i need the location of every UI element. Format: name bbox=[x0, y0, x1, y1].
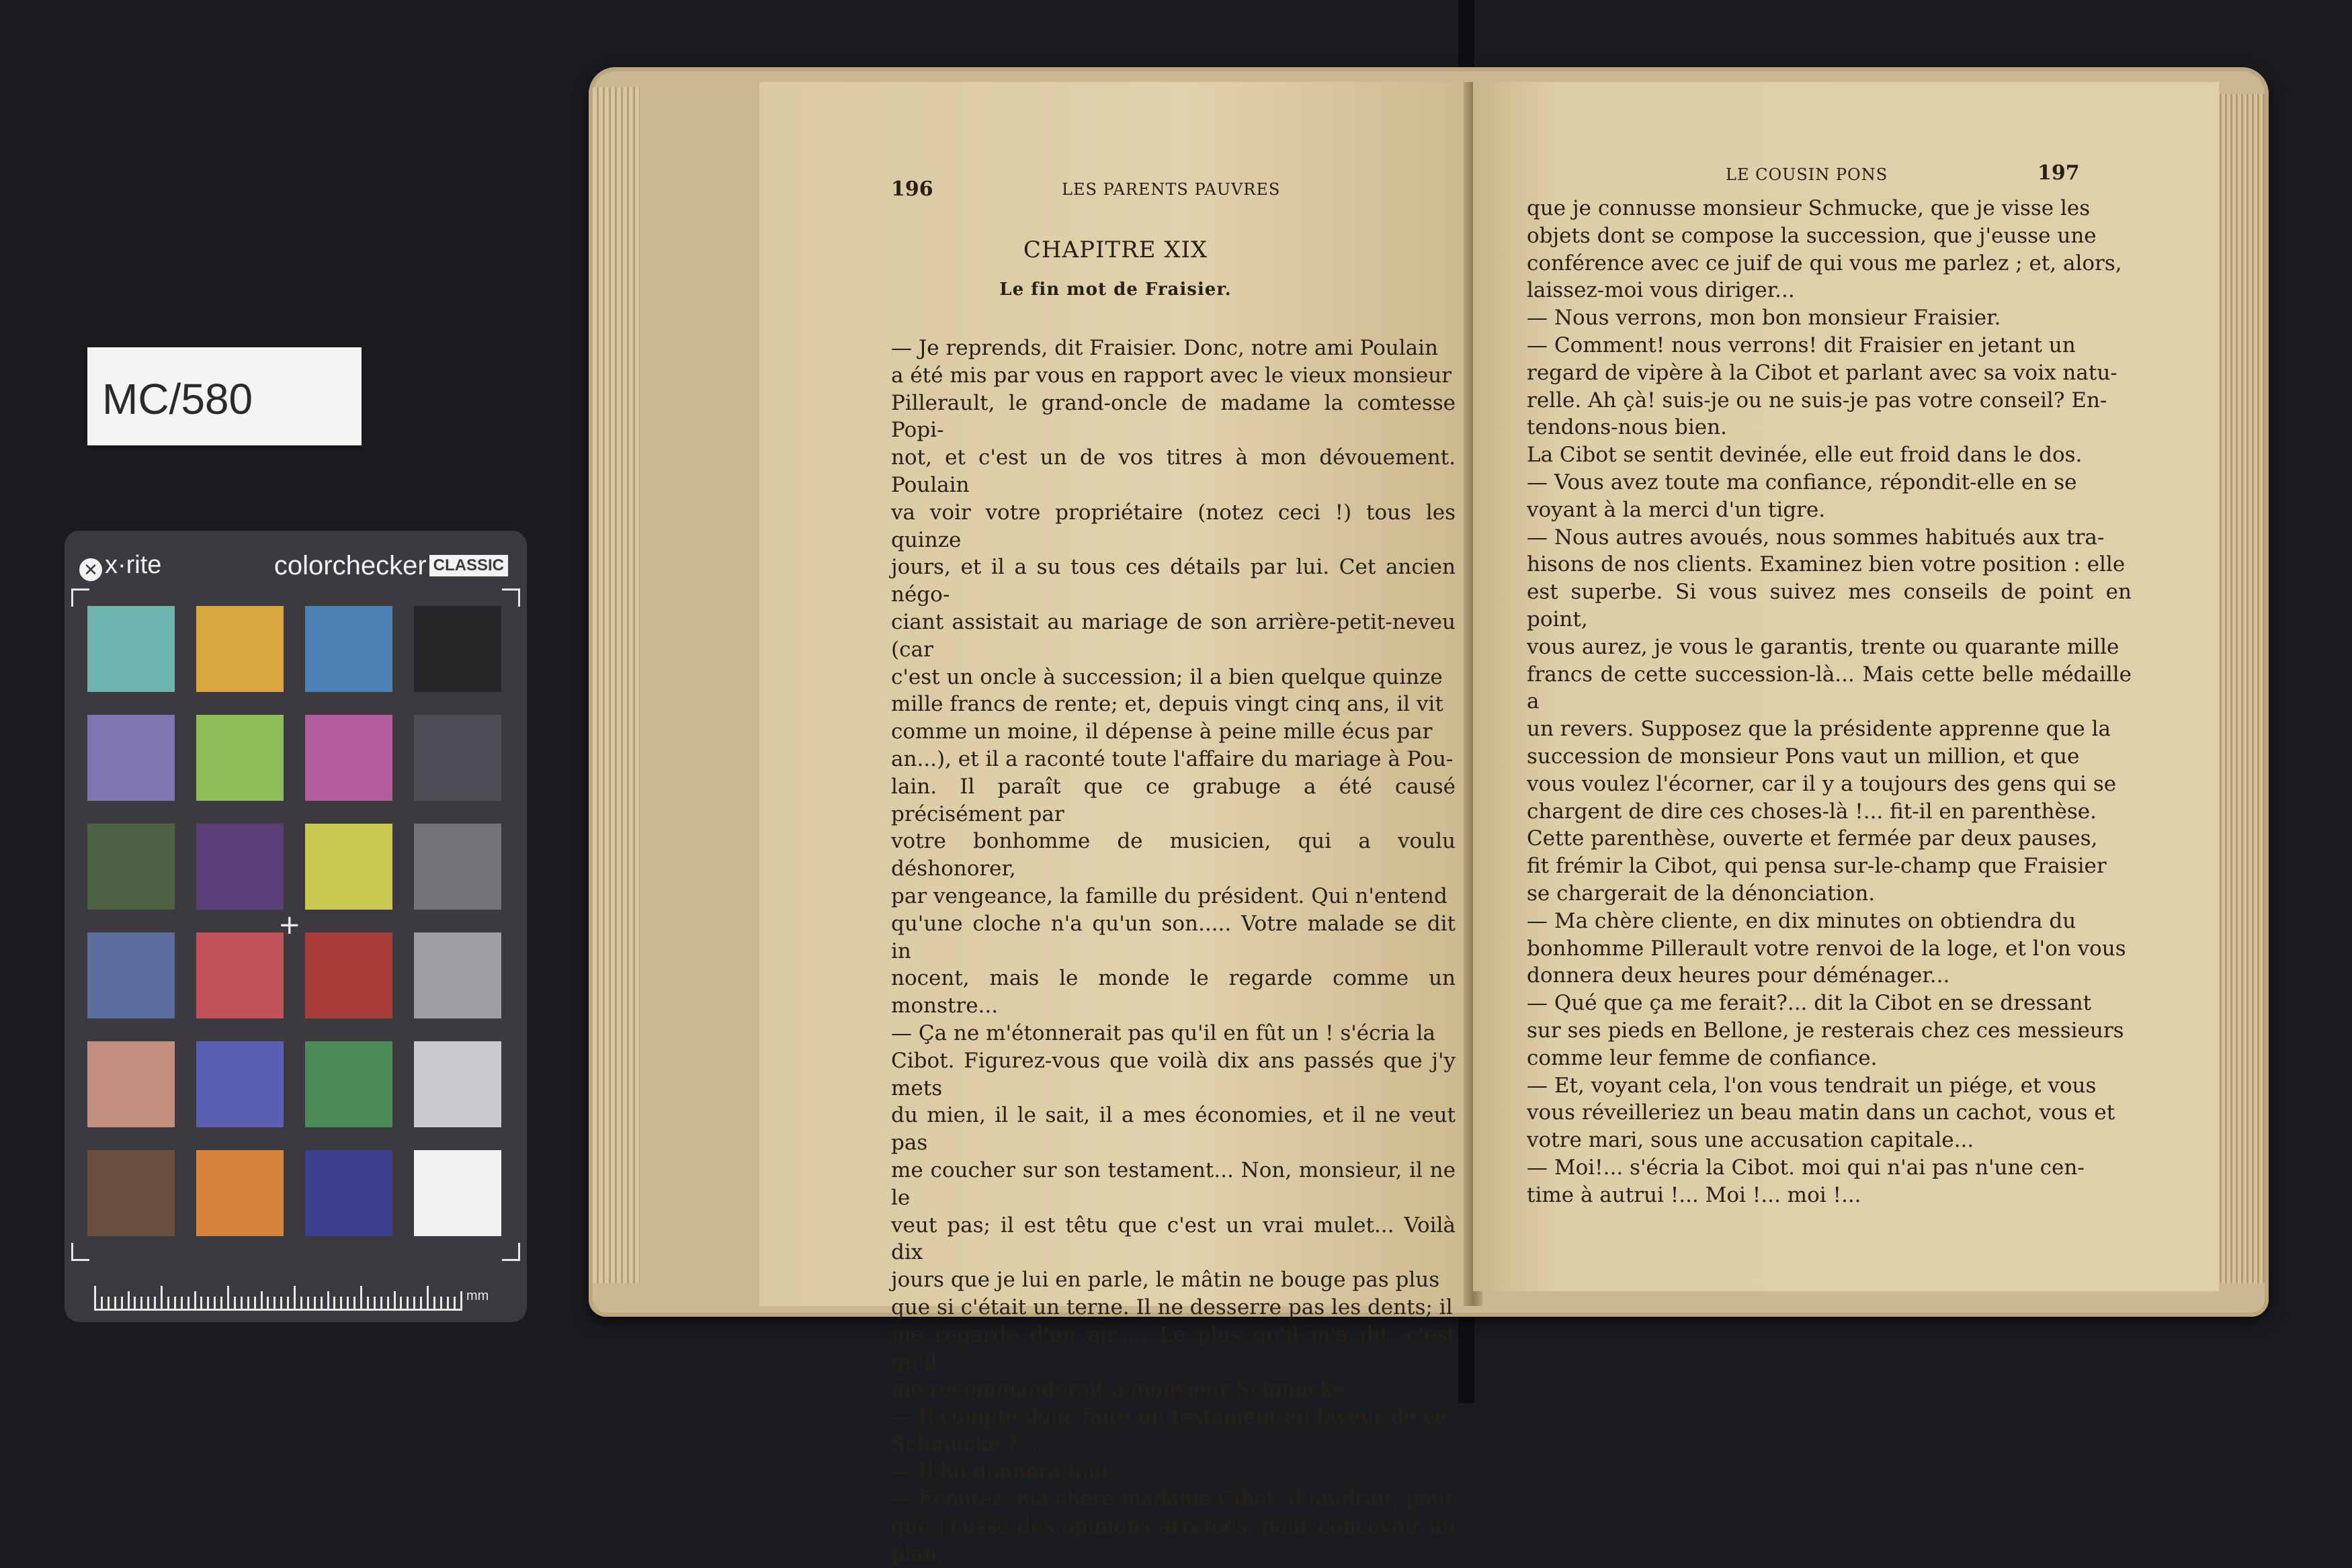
colorchecker-product-name bbox=[274, 551, 508, 581]
color-swatch bbox=[87, 715, 175, 801]
text-line: du mien, il le sait, il a mes économies, et il ne veut pas bbox=[891, 1103, 1456, 1156]
ruler-tick bbox=[134, 1297, 136, 1309]
ruler-tick bbox=[254, 1297, 256, 1309]
crop-mark-top-right bbox=[502, 589, 520, 607]
left-page bbox=[759, 82, 1472, 1567]
ruler-tick bbox=[241, 1297, 243, 1309]
color-swatch bbox=[414, 824, 501, 910]
text-line: vous aurez, je vous le garantis, trente ou quarante mille bbox=[1527, 634, 2119, 659]
running-head: LES PARENTS PAUVRES bbox=[1062, 180, 1281, 199]
ruler-tick bbox=[327, 1291, 329, 1309]
ruler-tick bbox=[447, 1297, 449, 1309]
ruler-tick bbox=[353, 1297, 355, 1309]
text-line: comme leur femme de confiance. bbox=[1527, 1045, 1878, 1070]
text-line: chargent de dire ces choses-là !... fit-il en parenthèse. bbox=[1527, 799, 2097, 824]
ruler-tick bbox=[194, 1291, 196, 1309]
text-line: succession de monsieur Pons vaut un million, et que bbox=[1527, 744, 2080, 769]
color-swatch bbox=[87, 824, 175, 910]
page-number: 196 bbox=[891, 177, 933, 201]
running-head: LE COUSIN PONS bbox=[1726, 165, 1888, 184]
text-line: hisons de nos clients. Examinez bien votre position : elle bbox=[1527, 552, 2126, 577]
color-swatch bbox=[305, 824, 392, 910]
chapter-title: CHAPITRE XIX bbox=[1023, 236, 1208, 263]
ruler-tick bbox=[294, 1286, 296, 1309]
text-line: Cette parenthèse, ouverte et fermée par deux pauses, bbox=[1527, 826, 2098, 851]
text-line: not, et c'est un de vos titres à mon dévouement. Poulain bbox=[891, 445, 1456, 497]
crosshair-icon: + bbox=[278, 910, 301, 941]
text-line: — Il compte donc faire un testament en faveur de ce bbox=[891, 1405, 1447, 1430]
text-line: c'est un oncle à succession; il a bien quelque quinze bbox=[891, 664, 1443, 689]
crop-mark-top-left bbox=[71, 589, 89, 607]
text-line: nocent, mais le monde le regarde comme un monstre... bbox=[891, 966, 1456, 1018]
mm-ruler bbox=[94, 1284, 462, 1311]
text-line: que j'eusse des opinions arrêtées, pour concevoir un plan, bbox=[891, 1514, 1456, 1567]
text-line: jours, et il a su tous ces détails par lui. Cet ancien négo- bbox=[891, 555, 1456, 607]
color-swatch bbox=[196, 715, 284, 801]
ruler-tick bbox=[333, 1297, 335, 1309]
crop-mark-bottom-left bbox=[71, 1243, 89, 1261]
product-tag: CLASSIC bbox=[429, 555, 508, 576]
ruler-tick bbox=[274, 1297, 276, 1309]
text-line: va voir votre propriétaire (notez ceci !) tous les quinze bbox=[891, 500, 1456, 552]
accession-label-text: MC/580 bbox=[102, 375, 253, 423]
ruler-tick bbox=[267, 1297, 269, 1309]
ruler-unit-label: mm bbox=[466, 1289, 489, 1303]
ruler-tick bbox=[220, 1297, 222, 1309]
text-line: par vengeance, la famille du président. Qui n'entend bbox=[891, 883, 1447, 908]
chapter-subtitle: Le fin mot de Fraisier. bbox=[999, 279, 1232, 300]
text-line: an...), et il a raconté toute l'affaire du mariage à Pou- bbox=[891, 746, 1454, 771]
page-number: 197 bbox=[2038, 161, 2080, 185]
page-body-text bbox=[891, 335, 1456, 1568]
xrite-logo bbox=[79, 551, 161, 581]
ruler-tick bbox=[147, 1297, 149, 1309]
text-line: — Il lui donnera tout... bbox=[891, 1459, 1130, 1484]
ruler-tick bbox=[300, 1297, 302, 1309]
text-line: Cibot. Figurez-vous que voilà dix ans passés que j'y mets bbox=[891, 1048, 1456, 1100]
text-line: jours que je lui en parle, le mâtin ne bouge pas plus bbox=[891, 1268, 1440, 1293]
text-line: Schmucke ?... bbox=[891, 1432, 1038, 1456]
text-line: vous voulez l'écorner, car il y a toujours des gens qui se bbox=[1527, 771, 2117, 796]
book-left-page-stack bbox=[593, 87, 640, 1283]
color-swatch bbox=[414, 932, 501, 1018]
text-line: — Nous autres avoués, nous sommes habitués aux tra- bbox=[1527, 525, 2105, 550]
ruler-tick bbox=[181, 1297, 183, 1309]
text-line: me regarde d'un air..... Le plus qu'il m'a dit, c'est qu'il bbox=[891, 1322, 1456, 1375]
color-swatch bbox=[196, 824, 284, 910]
text-line: veut pas; il est têtu que c'est un vrai mulet... Voilà dix bbox=[891, 1213, 1456, 1265]
accession-label bbox=[87, 347, 362, 445]
book-right-page-stack bbox=[2211, 94, 2265, 1283]
text-line: laissez-moi vous diriger... bbox=[1527, 278, 1795, 303]
right-page bbox=[1473, 82, 2219, 1291]
ruler-tick bbox=[413, 1297, 415, 1309]
text-line: francs de cette succession-là... Mais cette belle médaille a bbox=[1527, 662, 2132, 714]
text-line: me recommanderait à monsieur Schmucke. bbox=[891, 1377, 1352, 1402]
text-line: est superbe. Si vous suivez mes conseils de point en point, bbox=[1527, 580, 2132, 631]
text-line: time à autrui !... Moi !... moi !... bbox=[1527, 1182, 1861, 1207]
text-line: donnera deux heures pour déménager... bbox=[1527, 963, 1950, 988]
text-line: votre bonhomme de musicien, qui a voulu déshonorer, bbox=[891, 829, 1456, 881]
text-line: vous réveilleriez un beau matin dans un cachot, vous et bbox=[1527, 1100, 2115, 1125]
color-swatch bbox=[196, 606, 284, 692]
ruler-tick bbox=[108, 1297, 110, 1309]
color-swatch bbox=[305, 932, 392, 1018]
color-swatch bbox=[87, 606, 175, 692]
ruler-tick bbox=[380, 1297, 382, 1309]
text-line: voyant à la merci d'un tigre. bbox=[1527, 497, 1826, 522]
color-swatch bbox=[305, 606, 392, 692]
ruler-tick bbox=[167, 1297, 169, 1309]
text-line: La Cibot se sentit devinée, elle eut froid dans le dos. bbox=[1527, 443, 2083, 468]
ruler-tick bbox=[174, 1297, 176, 1309]
ruler-tick bbox=[214, 1297, 216, 1309]
ruler-tick bbox=[207, 1297, 209, 1309]
ruler-tick bbox=[460, 1291, 462, 1309]
ruler-tick bbox=[433, 1297, 435, 1309]
text-line: sur ses pieds en Bellone, je resterais chez ces messieurs bbox=[1527, 1018, 2124, 1043]
color-swatch bbox=[414, 1041, 501, 1127]
text-line: — Et, voyant cela, l'on vous tendrait un piége, et vous bbox=[1527, 1073, 2097, 1098]
text-line: — Ça ne m'étonnerait pas qu'il en fût un ! s'écria la bbox=[891, 1020, 1435, 1045]
ruler-tick bbox=[427, 1286, 429, 1309]
xrite-brand-text: x·rite bbox=[105, 551, 162, 579]
ruler-tick bbox=[400, 1297, 402, 1309]
ruler-tick bbox=[247, 1297, 249, 1309]
text-line: — Écoutez, ma chère madame Cibot, il faudrait, pour bbox=[891, 1487, 1455, 1512]
ruler-tick bbox=[154, 1297, 156, 1309]
text-line: bonhomme Pillerault votre renvoi de la loge, et l'on vous bbox=[1527, 936, 2126, 961]
ruler-tick bbox=[420, 1297, 422, 1309]
ruler-tick bbox=[454, 1297, 456, 1309]
ruler-tick bbox=[121, 1297, 123, 1309]
ruler-tick bbox=[114, 1297, 116, 1309]
text-line: — Nous verrons, mon bon monsieur Fraisier. bbox=[1527, 306, 2001, 331]
text-line: tendons-nous bien. bbox=[1527, 415, 1727, 440]
product-name-text: colorchecker bbox=[274, 551, 427, 580]
text-line: comme un moine, il dépense à peine mille écus par bbox=[891, 720, 1433, 744]
text-line: lain. Il paraît que ce grabuge a été causé précisément par bbox=[891, 774, 1456, 826]
text-line: a été mis par vous en rapport avec le vieux monsieur bbox=[891, 363, 1452, 388]
ruler-tick bbox=[347, 1297, 349, 1309]
ruler-tick bbox=[367, 1297, 369, 1309]
text-line: conférence avec ce juif de qui vous me parlez ; et, alors, bbox=[1527, 251, 2122, 275]
text-line: fit frémir la Cibot, qui pensa sur-le-champ que Fraisier bbox=[1527, 854, 2107, 879]
text-line: se chargerait de la dénonciation. bbox=[1527, 881, 1876, 906]
ruler-tick bbox=[128, 1291, 130, 1309]
ruler-tick bbox=[307, 1297, 309, 1309]
text-line: objets dont se compose la succession, que j'eusse une bbox=[1527, 223, 2097, 248]
ruler-tick bbox=[227, 1286, 229, 1309]
text-line: qu'une cloche n'a qu'un son..... Votre malade se dit in bbox=[891, 911, 1456, 963]
ruler-tick bbox=[200, 1297, 202, 1309]
color-checker-card bbox=[65, 531, 527, 1322]
text-line: votre mari, sous une accusation capitale... bbox=[1527, 1128, 1974, 1153]
text-line: — Moi!... s'écria la Cibot. moi qui n'ai pas n'une cen- bbox=[1527, 1155, 2085, 1180]
ruler-tick bbox=[234, 1297, 236, 1309]
text-line: que si c'était un terne. Il ne desserre pas les dents; il bbox=[891, 1295, 1453, 1319]
ruler-tick bbox=[101, 1297, 103, 1309]
text-line: — Comment! nous verrons! dit Fraisier en jetant un bbox=[1527, 333, 2076, 357]
text-line: — Je reprends, dit Fraisier. Donc, notre ami Poulain bbox=[891, 336, 1438, 360]
text-line: — Ma chère cliente, en dix minutes on obtiendra du bbox=[1527, 908, 2076, 933]
xrite-mark-icon: ✕ bbox=[79, 558, 102, 581]
color-swatch bbox=[305, 1150, 392, 1236]
ruler-tick bbox=[287, 1297, 289, 1309]
color-swatch bbox=[196, 1150, 284, 1236]
text-line: — Vous avez toute ma confiance, répondit-elle en se bbox=[1527, 470, 2077, 494]
ruler-tick bbox=[94, 1286, 96, 1309]
text-line: mille francs de rente; et, depuis vingt cinq ans, il vit bbox=[891, 692, 1443, 717]
ruler-tick bbox=[321, 1297, 323, 1309]
text-line: me coucher sur son testament... Non, monsieur, il ne le bbox=[891, 1158, 1456, 1210]
text-line: — Qué que ça me ferait?... dit la Cibot en se dressant bbox=[1527, 991, 2092, 1016]
ruler-tick bbox=[340, 1297, 342, 1309]
ruler-tick bbox=[280, 1297, 282, 1309]
color-swatch bbox=[414, 1150, 501, 1236]
text-line: un revers. Supposez que la présidente apprenne que la bbox=[1527, 717, 2111, 742]
color-swatch bbox=[196, 1041, 284, 1127]
ruler-tick bbox=[440, 1297, 442, 1309]
text-line: relle. Ah çà! suis-je ou ne suis-je pas votre conseil? En- bbox=[1527, 388, 2107, 412]
ruler-tick bbox=[161, 1286, 163, 1309]
page-body-text bbox=[1527, 195, 2132, 1209]
text-line: regard de vipère à la Cibot et parlant avec sa voix natu- bbox=[1527, 360, 2117, 385]
text-line: ciant assistait au mariage de son arrière-petit-neveu (car bbox=[891, 609, 1456, 662]
color-swatch bbox=[414, 606, 501, 692]
color-swatch bbox=[196, 932, 284, 1018]
color-swatch bbox=[87, 1150, 175, 1236]
crop-mark-bottom-right bbox=[502, 1243, 520, 1261]
ruler-tick bbox=[187, 1297, 190, 1309]
color-swatch bbox=[87, 932, 175, 1018]
ruler-tick bbox=[407, 1297, 409, 1309]
ruler-tick bbox=[314, 1297, 316, 1309]
ruler-tick bbox=[140, 1297, 142, 1309]
color-swatch bbox=[305, 1041, 392, 1127]
ruler-tick bbox=[394, 1291, 396, 1309]
text-line: Pillerault, le grand-oncle de madame la comtesse Popi- bbox=[891, 390, 1456, 443]
ruler-tick bbox=[374, 1297, 376, 1309]
ruler-tick bbox=[261, 1291, 263, 1309]
color-swatch bbox=[87, 1041, 175, 1127]
color-swatch bbox=[414, 715, 501, 801]
color-swatch bbox=[305, 715, 392, 801]
ruler-tick bbox=[360, 1286, 362, 1309]
ruler-tick bbox=[387, 1297, 389, 1309]
text-line: que je connusse monsieur Schmucke, que je visse les bbox=[1527, 196, 2091, 220]
